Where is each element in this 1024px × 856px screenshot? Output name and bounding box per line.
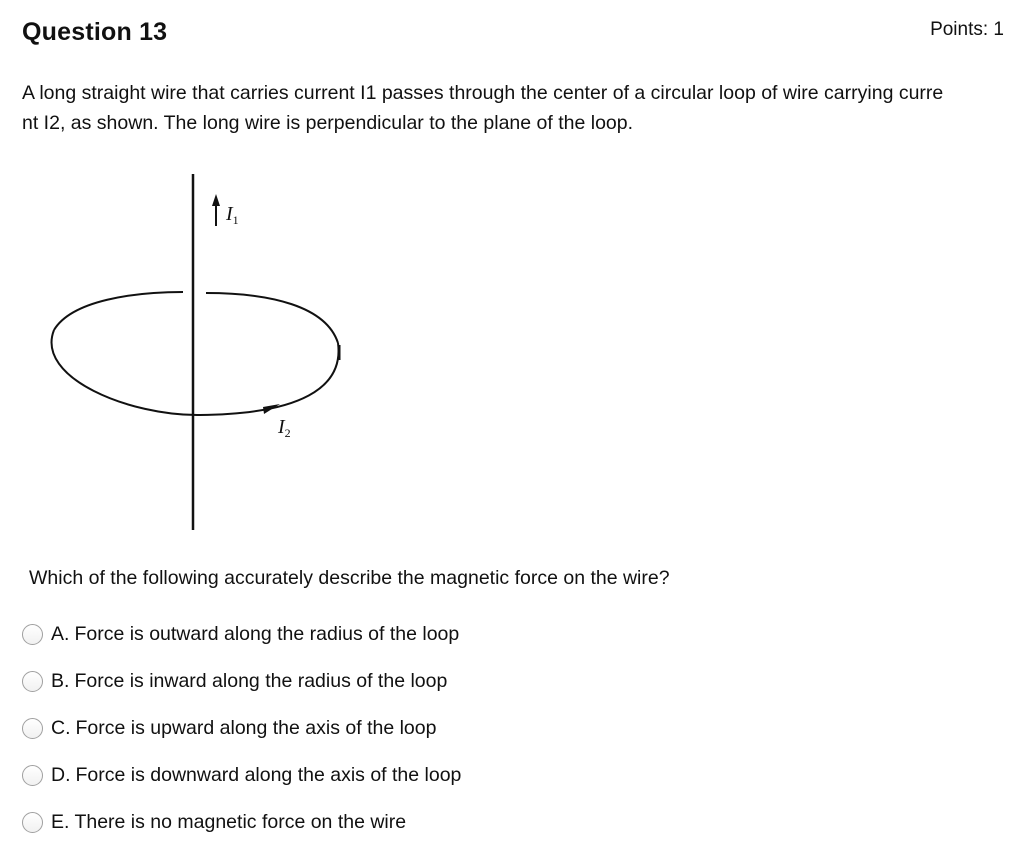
question-text-line-2: nt I2, as shown. The long wire is perpendicular to the plane of the loop. (22, 112, 634, 134)
option-letter: B. (51, 670, 70, 692)
loop-front (52, 330, 339, 415)
question-text (22, 78, 1012, 138)
answer-prompt: Which of the following accurately describe the magnetic force on the wire? (29, 567, 670, 589)
option-letter: E. (51, 811, 70, 833)
wire-loop-diagram (40, 168, 360, 538)
i1-subscript: 1 (232, 213, 239, 227)
option-text: Force is inward along the radius of the loop (74, 670, 448, 692)
answer-options (22, 611, 461, 846)
option-a[interactable] (22, 611, 461, 658)
option-c[interactable] (22, 705, 461, 752)
option-text: Force is upward along the axis of the loop (75, 717, 437, 739)
i1-arrowhead (212, 194, 220, 206)
i2-arrowhead (263, 404, 280, 414)
wire-loop-svg (40, 168, 360, 538)
option-letter: A. (51, 623, 70, 645)
option-letter: D. (51, 764, 71, 786)
option-text: Force is outward along the radius of the loop (74, 623, 460, 645)
radio-d[interactable] (22, 765, 43, 786)
option-d[interactable] (22, 752, 461, 799)
points-label: Points: 1 (930, 19, 1004, 40)
option-b[interactable] (22, 658, 461, 705)
i2-subscript: 2 (284, 426, 291, 440)
i2-label: $I_2$ (278, 416, 291, 440)
loop-back-right (206, 293, 338, 343)
radio-a[interactable] (22, 624, 43, 645)
option-e[interactable] (22, 799, 461, 846)
loop-back-left (54, 292, 183, 330)
question-title: Question 13 (22, 18, 168, 46)
i1-label: $I_1$ (226, 203, 239, 227)
option-text: Force is downward along the axis of the loop (75, 764, 462, 786)
radio-b[interactable] (22, 671, 43, 692)
radio-c[interactable] (22, 718, 43, 739)
question-text-line-1: A long straight wire that carries current I1 passes through the center of a circular loop of wire carrying curre (22, 82, 944, 104)
option-letter: C. (51, 717, 71, 739)
radio-e[interactable] (22, 812, 43, 833)
option-text: There is no magnetic force on the wire (74, 811, 407, 833)
